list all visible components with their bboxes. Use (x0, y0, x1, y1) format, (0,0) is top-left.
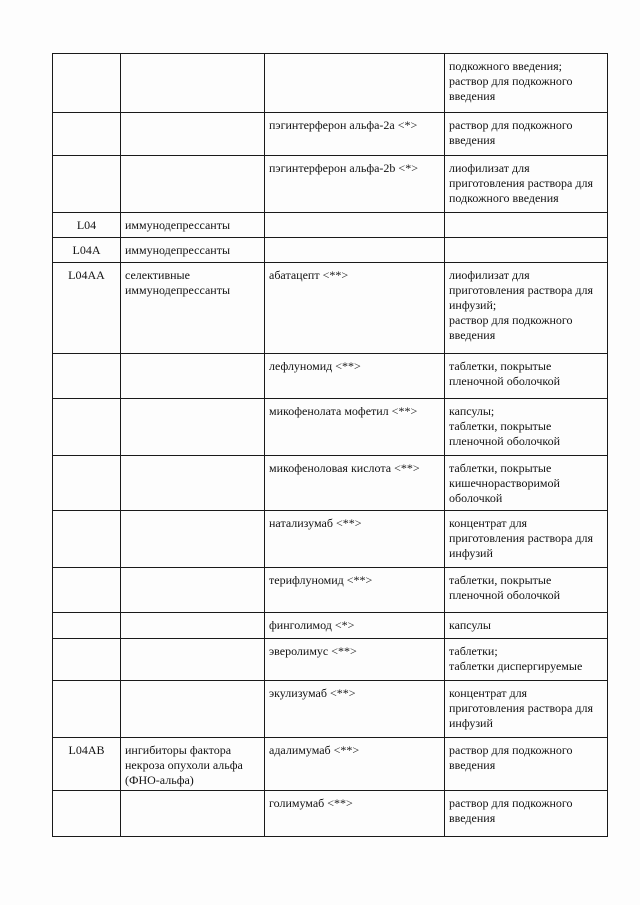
dosage-form-cell: раствор для подкожного введения (445, 113, 608, 156)
dosage-form-cell (445, 213, 608, 238)
drug-name-cell: терифлуномид <**> (265, 568, 445, 613)
group-name-cell (121, 113, 265, 156)
atc-code-cell (53, 54, 121, 113)
table-row (53, 54, 608, 113)
table-row (53, 113, 608, 156)
atc-code-cell (53, 568, 121, 613)
group-name-cell (121, 511, 265, 568)
dosage-form-cell: таблетки, покрытые кишечнорастворимой оболочкой (445, 456, 608, 511)
group-name-cell (121, 568, 265, 613)
drug-name-cell: натализумаб <**> (265, 511, 445, 568)
dosage-form-cell: раствор для подкожного введения (445, 791, 608, 837)
group-name-cell (121, 456, 265, 511)
atc-code-cell (53, 681, 121, 738)
drug-name-cell: микофенолата мофетил <**> (265, 399, 445, 456)
dosage-form-cell: таблетки, покрытые пленочной оболочкой (445, 568, 608, 613)
table-row (53, 238, 608, 263)
group-name-cell: иммунодепрессанты (121, 238, 265, 263)
table-row (53, 456, 608, 511)
group-name-cell (121, 156, 265, 213)
table-row (53, 354, 608, 399)
atc-code-cell (53, 639, 121, 681)
group-name-cell (121, 354, 265, 399)
atc-code-cell (53, 113, 121, 156)
drug-name-cell: эверолимус <**> (265, 639, 445, 681)
drug-name-cell: финголимод <*> (265, 613, 445, 639)
atc-code-cell (53, 156, 121, 213)
dosage-form-cell: лиофилизат для приготовления раствора для подкожного введения (445, 156, 608, 213)
group-name-cell (121, 399, 265, 456)
atc-code-cell (53, 456, 121, 511)
drug-name-cell (265, 238, 445, 263)
dosage-form-cell: таблетки; таблетки диспергируемые (445, 639, 608, 681)
drug-name-cell: голимумаб <**> (265, 791, 445, 837)
group-name-cell: селективные иммунодепрессанты (121, 263, 265, 354)
table-row (53, 681, 608, 738)
group-name-cell (121, 613, 265, 639)
table-row (53, 568, 608, 613)
table-row (53, 263, 608, 354)
atc-code-cell (53, 399, 121, 456)
atc-code-cell: L04 (53, 213, 121, 238)
drug-name-cell (265, 213, 445, 238)
dosage-form-cell: раствор для подкожного введения (445, 738, 608, 791)
atc-code-cell: L04A (53, 238, 121, 263)
table-row (53, 738, 608, 791)
drug-name-cell: экулизумаб <**> (265, 681, 445, 738)
group-name-cell (121, 681, 265, 738)
group-name-cell (121, 54, 265, 113)
drug-name-cell: пэгинтерферон альфа-2а <*> (265, 113, 445, 156)
group-name-cell (121, 639, 265, 681)
dosage-form-cell: капсулы; таблетки, покрытые пленочной оболочкой (445, 399, 608, 456)
dosage-form-cell: подкожного введения; раствор для подкожного введения (445, 54, 608, 113)
drug-name-cell: лефлуномид <**> (265, 354, 445, 399)
drug-list-table (52, 53, 608, 837)
table-row (53, 399, 608, 456)
drug-name-cell (265, 54, 445, 113)
table-row (53, 639, 608, 681)
table-row (53, 791, 608, 837)
dosage-form-cell (445, 238, 608, 263)
atc-code-cell (53, 791, 121, 837)
dosage-form-cell: концентрат для приготовления раствора для инфузий (445, 511, 608, 568)
atc-code-cell (53, 354, 121, 399)
group-name-cell: ингибиторы фактора некроза опухоли альфа (ФНО-альфа) (121, 738, 265, 791)
dosage-form-cell: концентрат для приготовления раствора для инфузий (445, 681, 608, 738)
drug-name-cell: адалимумаб <**> (265, 738, 445, 791)
atc-code-cell (53, 511, 121, 568)
atc-code-cell (53, 613, 121, 639)
group-name-cell (121, 791, 265, 837)
drug-name-cell: абатацепт <**> (265, 263, 445, 354)
table-row (53, 511, 608, 568)
table-row (53, 613, 608, 639)
atc-code-cell: L04AA (53, 263, 121, 354)
atc-code-cell: L04AB (53, 738, 121, 791)
dosage-form-cell: таблетки, покрытые пленочной оболочкой (445, 354, 608, 399)
dosage-form-cell: капсулы (445, 613, 608, 639)
drug-name-cell: микофеноловая кислота <**> (265, 456, 445, 511)
table-row (53, 213, 608, 238)
group-name-cell: иммунодепрессанты (121, 213, 265, 238)
drug-name-cell: пэгинтерферон альфа-2b <*> (265, 156, 445, 213)
dosage-form-cell: лиофилизат для приготовления раствора для инфузий; раствор для подкожного введения (445, 263, 608, 354)
table-row (53, 156, 608, 213)
